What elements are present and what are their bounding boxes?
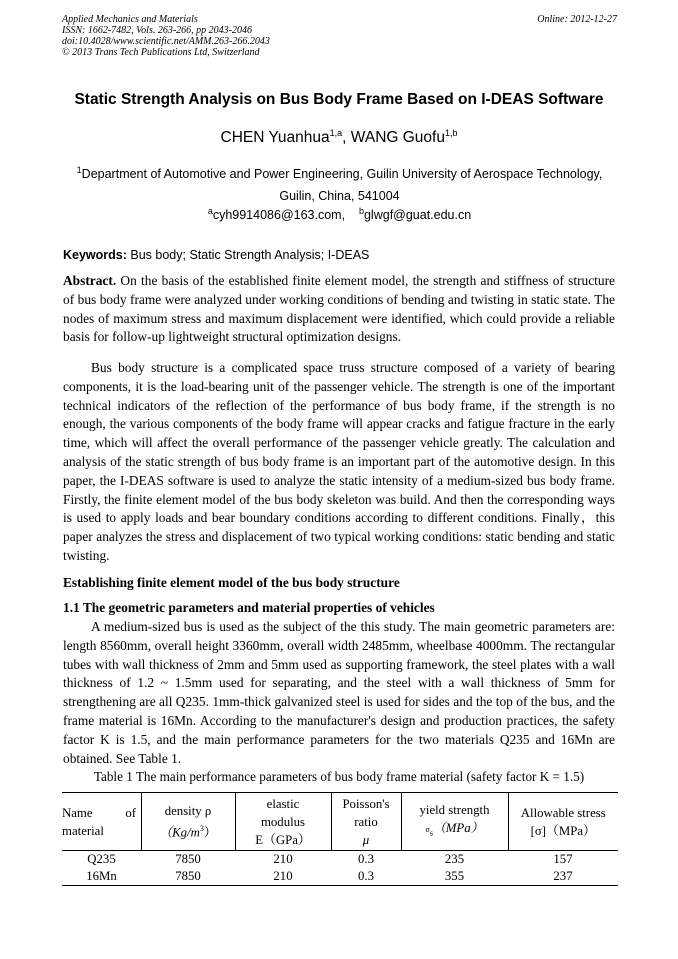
cell-yield: 355 xyxy=(401,868,508,886)
table-row xyxy=(62,868,618,886)
online-date: Online: 2012-12-27 xyxy=(537,14,617,25)
section-heading: Establishing finite element model of the bus body structure xyxy=(63,575,400,590)
abstract-label: Abstract. xyxy=(63,273,117,288)
abstract xyxy=(63,272,615,347)
col-header-yield xyxy=(401,793,508,851)
copyright-line: © 2013 Trans Tech Publications Ltd, Switzerland xyxy=(62,47,260,58)
abstract-text: On the basis of the established finite element model, the strength and stiffness of structure of bus body frame were analyzed under working conditions of bending and twisting in static state. The nodes of maximum stress and maximum displacement were identified, which could provide a reliable basis for follow-up lightweight structural optimization designs. xyxy=(63,273,615,345)
keywords-text: Bus body; Static Strength Analysis; I-DEAS xyxy=(126,248,370,262)
header-material-word: material xyxy=(62,823,104,838)
keywords xyxy=(63,248,618,262)
material-table xyxy=(62,792,618,886)
header-elastic-unit: E（GPa） xyxy=(255,832,311,847)
cell-modulus: 210 xyxy=(235,868,331,886)
cell-poisson: 0.3 xyxy=(358,852,374,866)
col-header-name xyxy=(62,793,141,851)
issn-line: ISSN: 1662-7482, Vols. 263-266, pp 2043-2046 xyxy=(62,25,252,36)
paper-title: Static Strength Analysis on Bus Body Frame Based on I-DEAS Software xyxy=(74,91,604,108)
email-a[interactable]: cyh9914086@163.com, xyxy=(212,208,346,222)
author-2: WANG Guofu xyxy=(350,129,445,146)
email-b[interactable]: glwgf@guat.edu.cn xyxy=(363,208,472,222)
col-header-density xyxy=(141,793,235,851)
affiliation xyxy=(62,163,617,207)
cell-name: Q235 xyxy=(87,852,116,866)
author-separator: , xyxy=(342,129,351,146)
header-yield-label: yield strength xyxy=(419,802,490,817)
intro-paragraph: Bus body structure is a complicated space truss structure composed of a variety of bearing components, it is the load-bearing unit of the passenger vehicle. The strength is one of the important technical indicators of the reflection of the performance of bus body frame, if the strength is no enough, the various components of the body frame will appear cracks and fatigue fracture in the early time, which will affect the overall performance of the passenger vehicle greatly. The calculation and analysis of the static strength of bus body frame is an important part of the automotive design. In this paper, the I-DEAS software is used to analyze the static intensity of a medium-sized bus body frame. Firstly, the finite element model of the bus body skeleton was build. And then the corresponding ways is used to apply loads and bear boundary conditions according to different conditions. Finally，this paper analyzes the stress and displacement of two typical working conditions: static bending and static twisting. xyxy=(63,360,615,563)
cell-allowable: 237 xyxy=(508,868,618,886)
table-caption: Table 1 The main performance parameters of bus body frame material (safety factor K = 1.5) xyxy=(93,769,585,784)
header-ratio-label: ratio xyxy=(354,814,378,829)
header-poisson-label: Poisson's xyxy=(342,796,390,811)
affiliation-text: Department of Automotive and Power Engineering, Guilin University of Aerospace Technology, Guilin, China, 541004 xyxy=(81,167,603,203)
cell-density: 7850 xyxy=(175,852,201,866)
cell-yield: 235 xyxy=(444,852,465,866)
header-name-word: Name xyxy=(62,805,93,820)
header-allowable-label: Allowable stress xyxy=(520,805,606,820)
header-elastic-label: elastic xyxy=(266,796,300,811)
email-line xyxy=(62,205,617,222)
author-1-sup: 1,a xyxy=(329,127,343,138)
header-density-label: density ρ xyxy=(164,803,212,818)
cell-modulus: 210 xyxy=(273,852,293,866)
header-yield-unit: （MPa） xyxy=(432,820,484,835)
col-header-allowable xyxy=(508,793,618,851)
table-header-row xyxy=(62,793,618,851)
header-sigma-symbol: σ xyxy=(425,824,430,834)
email-b-sup: b xyxy=(358,205,364,216)
header-of-word: of xyxy=(125,805,136,820)
cell-poisson: 0.3 xyxy=(331,868,401,886)
author-line xyxy=(30,129,648,147)
author-2-sup: 1,b xyxy=(444,127,458,138)
affiliation-sup: 1 xyxy=(76,164,82,175)
journal-header xyxy=(62,14,617,58)
doi-line: doi:10.4028/www.scientific.net/AMM.263-266.2043 xyxy=(62,36,270,47)
col-header-poisson xyxy=(331,793,401,851)
subsection-heading: 1.1 The geometric parameters and material properties of vehicles xyxy=(63,600,435,615)
cell-name: 16Mn xyxy=(62,868,141,886)
header-sigma-sub: s xyxy=(429,828,433,838)
header-allowable-unit: [σ]（MPa） xyxy=(530,823,596,838)
email-a-sup: a xyxy=(207,205,213,216)
cell-allowable: 157 xyxy=(553,852,573,866)
header-density-close: ） xyxy=(203,825,217,840)
header-density-sup: 3 xyxy=(199,823,204,833)
col-header-elastic xyxy=(235,793,331,851)
header-mu-symbol: μ xyxy=(362,832,370,847)
section-body: A medium-sized bus is used as the subject of the this study. The main geometric parameters are: length 8560mm, overall height 3360mm, overall width 2485mm, wheelbase 4000mm. The rectangular tubes with wall thickness of 2mm and 5mm used as supporting framework, the steel plates with a wall thickness of 1.2 ~ 1.5mm used for separating, and the steel with a wall thickness of 5mm for strengthening are all Q235. 1mm-thick galvanized steel is used for sides and the top of the bus, and the frame material is 16Mn. According to the manufacturer's design and production practices, the safety factor K is 1.5, and the main performance parameters for the two materials Q235 and 16Mn are obtained. See Table 1. xyxy=(63,619,615,766)
cell-density: 7850 xyxy=(141,868,235,886)
header-modulus-label: modulus xyxy=(260,814,306,829)
table-row xyxy=(62,851,618,869)
journal-name: Applied Mechanics and Materials xyxy=(62,14,198,25)
keywords-label: Keywords: xyxy=(63,248,127,262)
header-density-unit: （Kg/m xyxy=(159,825,200,840)
author-1: CHEN Yuanhua xyxy=(220,129,330,146)
